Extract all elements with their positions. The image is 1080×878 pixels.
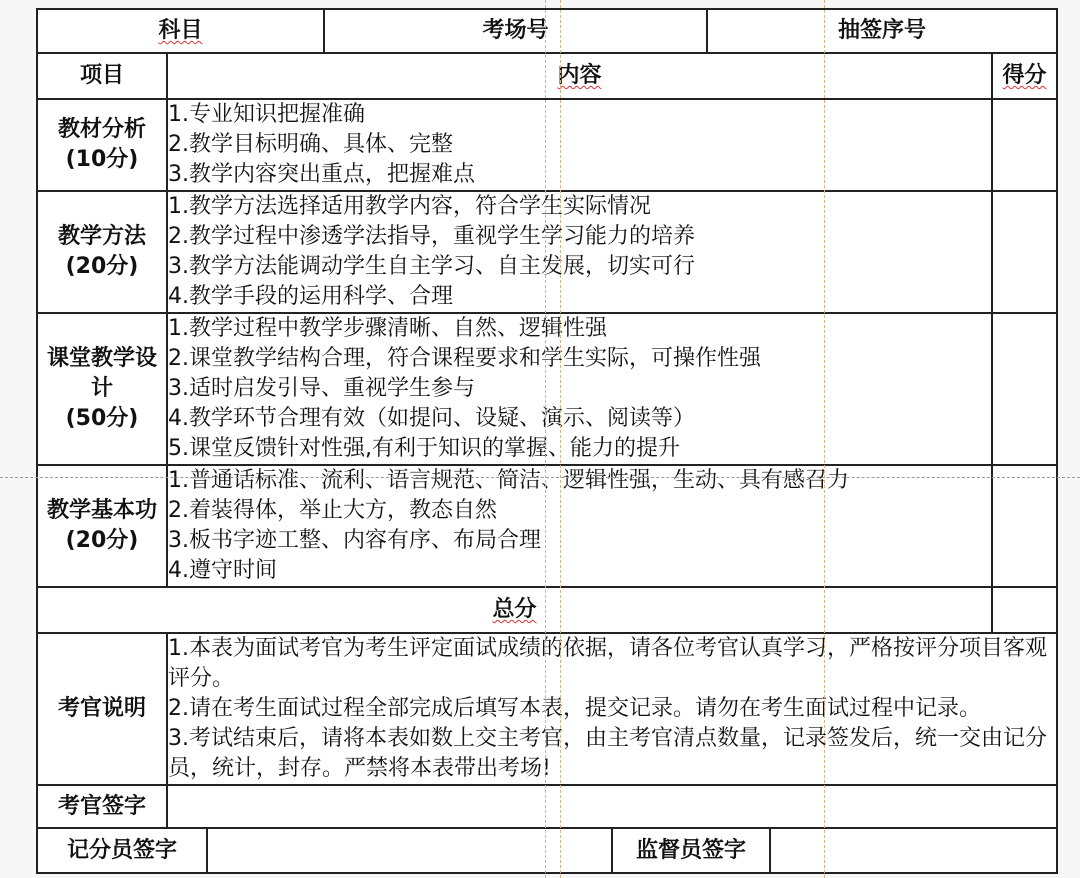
criterion-line: 2.教学过程中渗透学法指导，重视学生学习能力的培养 bbox=[168, 224, 695, 249]
section-row-basic-skills bbox=[37, 465, 1057, 587]
criterion-line: 5.课堂反馈针对性强,有利于知识的掌握、能力的提升 bbox=[168, 436, 680, 461]
guide-line-vertical-2 bbox=[560, 0, 561, 878]
section-row-classroom-design bbox=[37, 313, 1057, 465]
total-label-cell bbox=[37, 587, 992, 633]
criterion-line: 2.课堂教学结构合理，符合课程要求和学生实际，可操作性强 bbox=[168, 346, 761, 371]
criterion-line: 3.板书字迹工整、内容有序、布局合理 bbox=[168, 528, 541, 553]
criterion-line: 1.普通话标准、流利、语言规范、简洁、逻辑性强，生动、具有感召力 bbox=[168, 468, 849, 493]
score-header: 得分 bbox=[992, 53, 1057, 99]
criterion-line: 2.着装得体，举止大方，教态自然 bbox=[168, 498, 497, 523]
supervisor-signature-field[interactable] bbox=[770, 828, 1057, 873]
section-title: 课堂教学设 bbox=[46, 346, 157, 371]
criterion-line: 1.教学过程中教学步骤清晰、自然、逻辑性强 bbox=[168, 316, 607, 341]
examiner-notes-row bbox=[37, 633, 1057, 785]
score-input-cell[interactable] bbox=[992, 313, 1057, 465]
scorer-signature-field[interactable] bbox=[207, 828, 612, 873]
note-line: 2.请在考生面试过程全部完成后填写本表，提交记录。请勿在考生面试过程中记录。 bbox=[168, 696, 981, 721]
total-score-cell[interactable] bbox=[992, 587, 1057, 633]
total-label: 总分 bbox=[492, 597, 537, 622]
criterion-line: 3.教学内容突出重点，把握难点 bbox=[168, 162, 475, 187]
score-input-cell[interactable] bbox=[992, 191, 1057, 313]
notes-content bbox=[167, 633, 1057, 785]
content-header: 内容 bbox=[167, 53, 992, 99]
criterion-line: 4.遵守时间 bbox=[168, 558, 277, 583]
section-title-cell bbox=[37, 99, 167, 191]
note-line: 3.考试结束后，请将本表如数上交主考官，由主考官清点数量，记录签发后，统一交由记分员，统计，封存。严禁将本表带出考场! bbox=[168, 726, 1047, 781]
total-row bbox=[37, 587, 1057, 633]
note-line: 1.本表为面试考官为考生评定面试成绩的依据，请各位考官认真学习，严格按评分项目客观评分。 bbox=[168, 636, 1047, 691]
criterion-line: 1.教学方法选择适用教学内容，符合学生实际情况 bbox=[168, 194, 651, 219]
section-points: (20分) bbox=[65, 528, 139, 553]
section-content bbox=[167, 313, 992, 465]
section-title: 教材分析 bbox=[57, 117, 146, 142]
section-content bbox=[167, 465, 992, 587]
header-row bbox=[37, 9, 1057, 53]
section-title-cont: 计 bbox=[90, 376, 113, 401]
scorer-supervisor-row bbox=[37, 828, 1057, 873]
criterion-line: 1.专业知识把握准确 bbox=[168, 102, 365, 127]
criterion-line: 2.教学目标明确、具体、完整 bbox=[168, 132, 453, 157]
criterion-line: 4.教学手段的运用科学、合理 bbox=[168, 284, 453, 309]
section-content bbox=[167, 99, 992, 191]
subject-cell bbox=[37, 9, 324, 53]
scorer-signature-label: 记分员签字 bbox=[37, 828, 207, 873]
examiner-signature-row bbox=[37, 785, 1057, 828]
guide-line-horizontal bbox=[0, 477, 1080, 478]
section-title-cell bbox=[37, 191, 167, 313]
draw-number-label: 抽签序号 bbox=[838, 18, 927, 43]
section-row-teaching-method bbox=[37, 191, 1057, 313]
exam-room-cell bbox=[324, 9, 707, 53]
score-input-cell[interactable] bbox=[992, 465, 1057, 587]
notes-title: 考官说明 bbox=[37, 633, 167, 785]
section-title-cell bbox=[37, 313, 167, 465]
exam-room-label: 考场号 bbox=[482, 18, 549, 43]
section-content bbox=[167, 191, 992, 313]
examiner-signature-field[interactable] bbox=[167, 785, 1057, 828]
subject-label: 科目 bbox=[158, 18, 203, 43]
scoring-form-table bbox=[36, 8, 1058, 874]
score-input-cell[interactable] bbox=[992, 99, 1057, 191]
section-title: 教学基本功 bbox=[46, 498, 157, 523]
section-row-teaching-material bbox=[37, 99, 1057, 191]
section-points: (20分) bbox=[65, 254, 139, 279]
section-points: (50分) bbox=[65, 406, 139, 431]
section-title-cell bbox=[37, 465, 167, 587]
supervisor-signature-label: 监督员签字 bbox=[612, 828, 770, 873]
criterion-line: 4.教学环节合理有效（如提问、设疑、演示、阅读等） bbox=[168, 406, 695, 431]
criterion-line: 3.教学方法能调动学生自主学习、自主发展，切实可行 bbox=[168, 254, 695, 279]
draw-number-cell bbox=[707, 9, 1057, 53]
examiner-signature-label: 考官签字 bbox=[37, 785, 167, 828]
section-points: (10分) bbox=[65, 147, 139, 172]
column-header-row bbox=[37, 53, 1057, 99]
criterion-line: 3.适时启发引导、重视学生参与 bbox=[168, 376, 475, 401]
guide-line-vertical-3 bbox=[824, 0, 825, 878]
item-header: 项目 bbox=[37, 53, 167, 99]
guide-line-vertical-1 bbox=[545, 0, 546, 878]
section-title: 教学方法 bbox=[57, 224, 146, 249]
